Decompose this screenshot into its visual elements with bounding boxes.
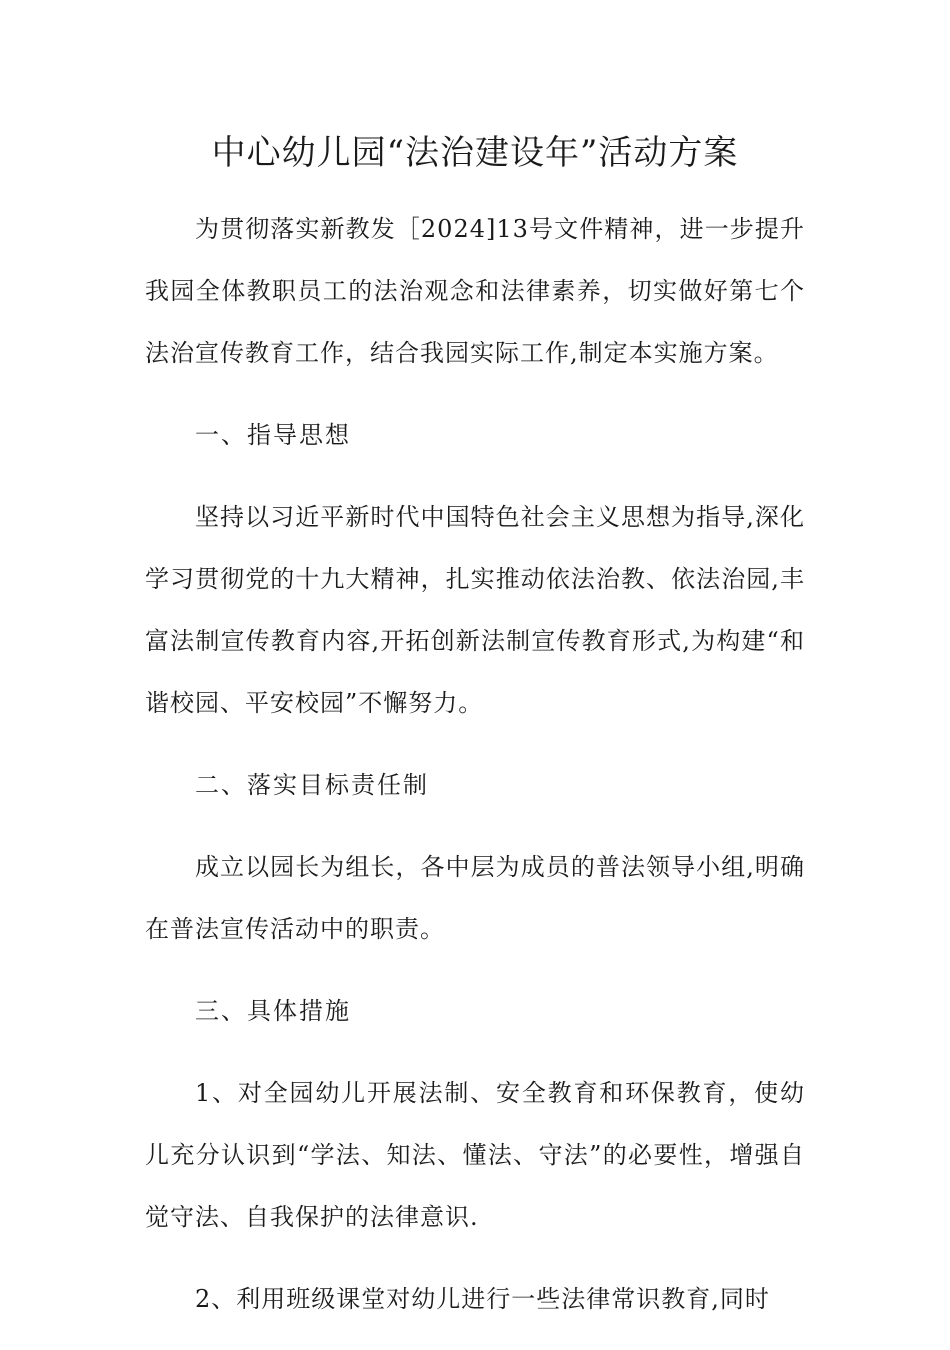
- section-heading-responsibility: 二、落实目标责任制: [195, 771, 429, 799]
- document-page: [145, 128, 805, 1350]
- section-paragraph: 成立以园长为组长，各中层为成员的普法领导小组,明确在普法宣传活动中的职责。: [145, 853, 805, 943]
- intro-block: [145, 198, 805, 384]
- section-1-body: [145, 486, 805, 734]
- measure-item-2: 2、利用班级课堂对幼儿进行一些法律常识教育,同时: [195, 1285, 770, 1313]
- intro-paragraph: 为贯彻落实新教发［2024]13号文件精神，进一步提升我园全体教职员工的法治观念和法律素养，切实做好第七个法治宣传教育工作，结合我园实际工作,制定本实施方案。: [145, 215, 805, 367]
- section-2-body: [145, 836, 805, 960]
- measure-item-1: 1、对全园幼儿开展法制、安全教育和环保教育，使幼儿充分认识到“学法、知法、懂法、守法”的必要性，增强自觉守法、自我保护的法律意识.: [145, 1079, 805, 1231]
- section-3-body-2: [145, 1268, 805, 1330]
- section-paragraph: 坚持以习近平新时代中国特色社会主义思想为指导,深化学习贯彻党的十九大精神，扎实推动依法治教、依法治园,丰富法制宣传教育内容,开拓创新法制宣传教育形式,为构建“和谐校园、平安校园”不懈努力。: [145, 503, 805, 717]
- section-heading-measures: 三、具体措施: [195, 997, 351, 1025]
- section-3-body-1: [145, 1062, 805, 1248]
- section-1-heading-block: [145, 404, 805, 466]
- section-2-heading-block: [145, 754, 805, 816]
- section-3-heading-block: [145, 980, 805, 1042]
- section-heading-guiding-ideology: 一、指导思想: [195, 421, 351, 449]
- document-title: 中心幼儿园“法治建设年”活动方案: [211, 133, 739, 173]
